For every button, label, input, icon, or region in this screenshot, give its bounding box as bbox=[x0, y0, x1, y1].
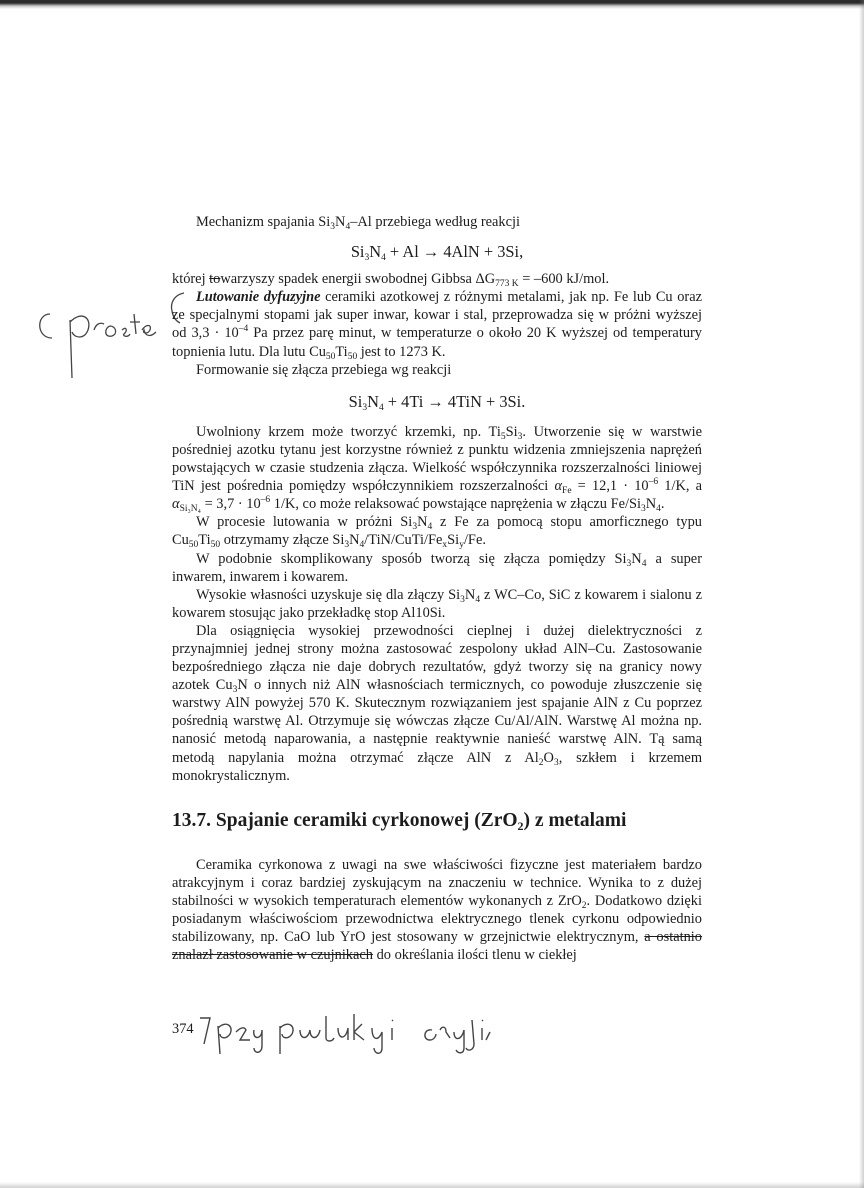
paragraph-high-properties: Wysokie własności uzyskuje się dla złączy $Si_3N_4$ z WC–Co, SiC z kowarem i sialonu z kowarem stosując jako przekładkę stop Al10Si. bbox=[172, 586, 702, 621]
scan-top-edge bbox=[0, 0, 864, 9]
struck-text: a ostatnio znalazł zastosowanie w czujnikach bbox=[172, 929, 702, 964]
footer-handwriting-note bbox=[196, 1010, 496, 1060]
term-diffusion-brazing: Lutowanie dyfuzyjne bbox=[196, 289, 321, 306]
paragraph-aln-cu: Dla osiągnięcia wysokiej przewodności cieplnej i dużej dielektryczności z przynajmniej jednej strony można zastosować zespolony układ AlN–Cu. Zastosowanie bezpośredniego złącza nie daje dobrych rezultatów, gdyż tworzy się na granicy nowy azotek $Cu_3N$ o innych niż AlN własnościach termicznych, co powoduje złuszczenie się warstwy AlN powyżej 570 K. Skutecznym rozwiązaniem jest spajanie AlN z Cu poprzez pośrednią warstwę Al. Otrzymuje się wówczas złącze Cu/Al/AlN. Warstwę Al można np. nanosić metodą naparowania, a następnie reaktywnie nanieść warstwę AlN. Tą samą metodą napylania można otrzymać złącze AlN z $Al_2O_3$, szkłem i krzemem monokrystalicznym. bbox=[172, 622, 703, 784]
equation-si3n4-al: $Si_3N_4 + Al \to 4AlN + 3Si$, bbox=[350, 242, 524, 264]
scan-right-edge bbox=[859, 0, 864, 1188]
scan-bottom-edge bbox=[0, 1182, 864, 1188]
page-number: 374 bbox=[172, 1021, 194, 1037]
paragraph-gibbs: której towarzyszy spadek energii swobodnej Gibbsa $\Delta G_{773 K} = -600$ kJ/mol. bbox=[172, 271, 610, 290]
paragraph-silicon-release: Uwolniony krzem może tworzyć krzemki, np. $Ti_5Si_3$. Utworzenie się w warstwie pośredniej azotku tytanu jest korzystne również z punktu widzenia zmniejszenia naprężeń powstających w czasie studzenia złącza. Wielkość współczynnika rozszerzalności liniowej TiN jest pośrednia pomiędzy współczynnikiem rozszerzalności $\alpha_{Fe} = 12,1 \cdot 10^{-6}$ 1/K, a $\alpha_{Si_3N_4} = 3,7 \cdot 10^{-6}$ 1/K, co może relaksować powstające naprężenia w złączu $Fe/Si_3N_4$. bbox=[172, 423, 702, 515]
paragraph-zirconia: Ceramika cyrkonowa z uwagi na swe właściwości fizyczne jest materiałem bardzo atrakcyjnym i coraz bardziej zyskującym na znaczeniu w technice. Wynika to z dużej stabilności w wysokich temperaturach elementów wykonanych z ZrO$_2$. Dodatkowo dzięki posiadanym właściwościom przewodnictwa elektrycznego tlenek cyrkonu odpowiednio stabilizowany, np. CaO lub YrO jest stosowany w grzejnictwie elektrycznym, a ostatnio znalazł zastosowanie w czujnikach do określania ilości tlenu w ciekłej bbox=[172, 856, 702, 964]
margin-handwriting-note bbox=[30, 292, 160, 382]
paragraph-similar-joints: W podobnie skomplikowany sposób tworzą się złącza pomiędzy $Si_3N_4$ a super inwarem, inwarem i kowarem. bbox=[172, 550, 702, 585]
page-body bbox=[172, 213, 702, 964]
paragraph-diffusion-brazing: Lutowanie dyfuzyjne ceramiki azotkowej z różnymi metalami, jak np. Fe lub Cu oraz ze specjalnymi stopami jak super inwar, kowar i stal, przeprowadza się w próżni wyższej od $3,3 \cdot 10^{-4}$ Pa przez parę minut, w temperaturze o około 20 K wyższej od temperatury topnienia lutu. Dla lutu $Cu_{50}Ti_{50}$ jest to 1273 K. bbox=[172, 289, 703, 362]
equation-si3n4-ti: $Si_3N_4 + 4Ti \to 4TiN + 3Si$. bbox=[348, 391, 526, 413]
section-heading-zro2: 13.7. Spajanie ceramiki cyrkonowej (ZrO$_2$) z metalami bbox=[172, 809, 627, 833]
paragraph-joint-formation: Formowanie się złącza przebiega wg reakcji bbox=[196, 361, 452, 378]
paragraph-mechanism-intro: Mechanizm spajania $Si_3N_4-Al$ przebiega według reakcji bbox=[196, 214, 521, 232]
paragraph-vacuum-brazing: W procesie lutowania w próżni $Si_3N_4$ z Fe za pomocą stopu amorficznego typu $Cu_{50}Ti_{50}$ otrzymamy złącze $Si_3N_4/TiN/CuTi/Fe_xSi_y/Fe$. bbox=[172, 514, 702, 551]
